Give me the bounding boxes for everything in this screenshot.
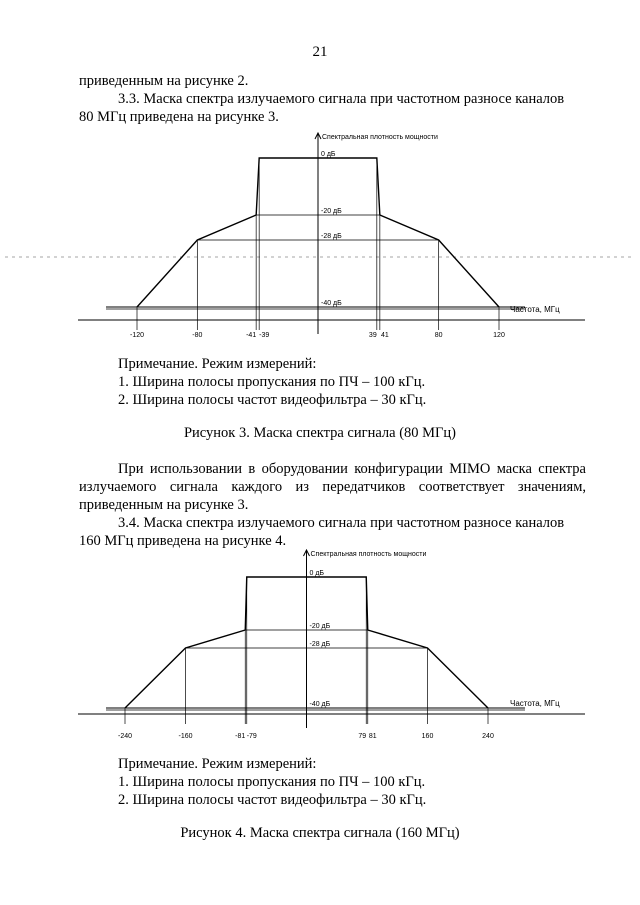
paragraph-3-3-line2: 80 МГц приведена на рисунке 3. [79, 109, 279, 125]
paragraph-top: приведенным на рисунке 2. [79, 73, 249, 89]
note-item1-fig4: 1. Ширина полосы пропускания по ПЧ – 100 кГц. [118, 774, 426, 790]
level-label: -28 дБ [309, 641, 331, 648]
x-tick-label: -41 [246, 332, 257, 339]
y-axis-title: Спектральная плотность мощности [310, 551, 427, 558]
spectrum-mask-chart-160mhz [0, 545, 640, 750]
level-label: -28 дБ [321, 233, 342, 240]
paragraph-3-4-line1: 3.4. Маска спектра излучаемого сигнала при частотном разносе каналов [118, 515, 565, 531]
x-tick-label: 160 [421, 733, 434, 740]
note-item2-fig3: 2. Ширина полосы частот видеофильтра – 30 кГц. [118, 392, 427, 408]
level-label: -20 дБ [321, 208, 342, 215]
figure-3-caption: Рисунок 3. Маска спектра сигнала (80 МГц) [183, 425, 457, 441]
x-tick-label: 240 [482, 733, 494, 740]
x-tick-label: -39 [259, 332, 270, 339]
x-tick-label: -120 [129, 332, 145, 339]
x-axis-title: Частота, МГц [510, 305, 560, 314]
x-tick-label: -240 [117, 733, 133, 740]
x-tick-label: 41 [380, 332, 389, 339]
paragraph-mimo-line1: При использовании в оборудовании конфигурации MIMO маска спектра [118, 461, 586, 477]
x-tick-label: 120 [493, 332, 505, 339]
note-title-fig4: Примечание. Режим измерений: [118, 756, 317, 772]
x-tick-label: 81 [368, 733, 377, 740]
x-tick-label: -160 [178, 733, 193, 740]
note-item1-fig3: 1. Ширина полосы пропускания по ПЧ – 100 кГц. [118, 374, 426, 390]
paragraph-mimo-line2: излучаемого сигнала каждого из передатчиков соответствует значениям, [79, 479, 586, 495]
paragraph-3-3-line1: 3.3. Маска спектра излучаемого сигнала при частотном разносе каналов [118, 91, 565, 107]
y-axis-title: Спектральная плотность мощности [322, 134, 438, 141]
x-tick-label: 39 [368, 332, 377, 339]
x-axis-title: Частота, МГц [510, 699, 560, 708]
page-number: 21 [312, 44, 328, 60]
figure-4-caption: Рисунок 4. Маска спектра сигнала (160 МГц) [180, 825, 460, 841]
x-tick-label: -79 [246, 733, 257, 740]
spectrum-mask-chart-80mhz [0, 125, 640, 350]
level-label: 0 дБ [309, 570, 325, 577]
level-label: -40 дБ [309, 701, 331, 708]
level-label: -40 дБ [321, 300, 342, 307]
x-tick-label: -80 [192, 332, 203, 339]
paragraph-3-4-line2: 160 МГц приведена на рисунке 4. [79, 533, 287, 549]
x-tick-label: 79 [358, 733, 367, 740]
level-label: 0 дБ [321, 151, 336, 158]
level-label: -20 дБ [309, 623, 331, 630]
paragraph-mimo-line3: приведенным на рисунке 3. [79, 497, 249, 513]
x-tick-label: 80 [434, 332, 443, 339]
note-item2-fig4: 2. Ширина полосы частот видеофильтра – 30 кГц. [118, 792, 427, 808]
note-title-fig3: Примечание. Режим измерений: [118, 356, 317, 372]
x-tick-label: -81 [235, 733, 246, 740]
